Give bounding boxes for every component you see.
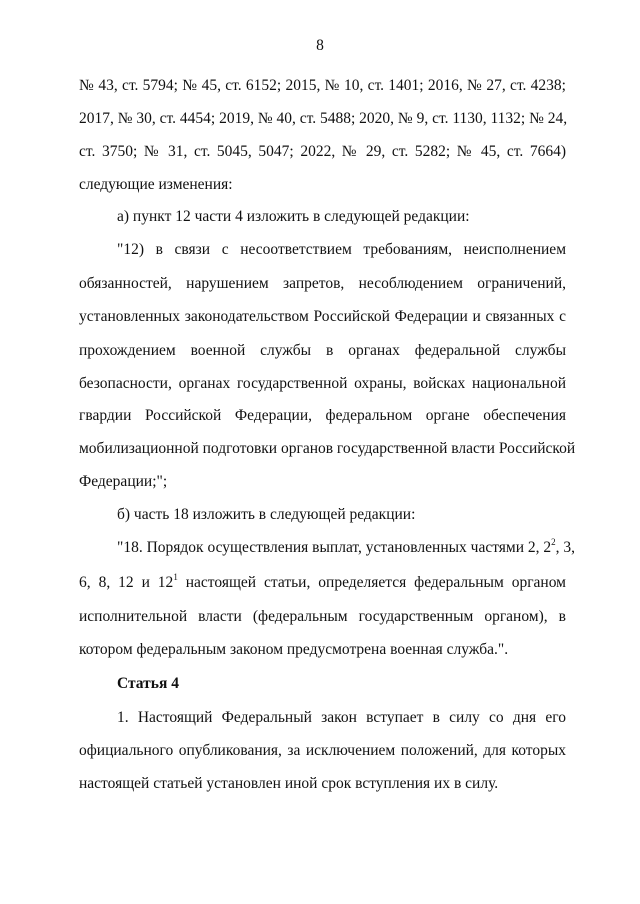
quote-18-line-2-head: 6, 8, 12 и 12 (79, 574, 174, 591)
quote-12-line-3: установленных законодательством Российской Федерации и связанных с (79, 308, 566, 325)
article-4-line-1: 1. Настоящий Федеральный закон вступает в силу со дня его (117, 709, 566, 726)
item-b-line: б) часть 18 изложить в следующей редакции: (117, 506, 416, 523)
item-a-line: а) пункт 12 части 4 изложить в следующей редакции: (117, 208, 470, 225)
quote-12-line-8: Федерации;"; (79, 473, 168, 490)
intro-line-3: ст. 3750; № 31, ст. 5045, 5047; 2022, № 29, ст. 5282; № 45, ст. 7664) (79, 143, 566, 160)
quote-12-line-1: "12) в связи с несоответствием требованиям, неисполнением (117, 241, 566, 258)
quote-18-line-1 (117, 537, 576, 558)
article-4-line-2: официального опубликования, за исключением положений, для которых (79, 742, 566, 759)
quote-12-line-2: обязанностей, нарушением запретов, несоблюдением ограничений, (79, 275, 566, 292)
superscript-1: 1 (173, 572, 178, 582)
quote-12-line-6: гвардии Российской Федерации, федеральном органе обеспечения (79, 407, 566, 424)
article-4-line-3: настоящей статьей установлен иной срок вступления их в силу. (79, 775, 499, 792)
quote-12-line-4: прохождением военной службы в органах федеральной службы (79, 342, 566, 359)
quote-18-line-4: котором федеральным законом предусмотрена военная служба.". (79, 641, 509, 658)
intro-line-1: № 43, ст. 5794; № 45, ст. 6152; 2015, № 10, ст. 1401; 2016, № 27, ст. 4238; (79, 77, 566, 94)
quote-18-line-1-tail: , 3, (555, 539, 576, 556)
quote-18-line-2 (79, 573, 566, 593)
quote-12-line-7: мобилизационной подготовки органов государственной власти Российской (79, 440, 576, 457)
quote-18-line-2-text: настоящей статьи, определяется федеральным органом (177, 574, 566, 591)
quote-12-line-5: безопасности, органах государственной охраны, войсках национальной (79, 375, 566, 392)
intro-line-2: 2017, № 30, ст. 4454; 2019, № 40, ст. 5488; 2020, № 9, ст. 1130, 1132; № 24, (79, 110, 568, 127)
superscript-2: 2 (551, 537, 556, 547)
quote-18-line-1-text: "18. Порядок осуществления выплат, установленных частями 2, 2 (117, 539, 552, 556)
article-4-heading: Статья 4 (117, 675, 179, 692)
page-number: 8 (316, 37, 324, 54)
quote-18-line-3: исполнительной власти (федеральным государственным органом), в (79, 608, 566, 625)
intro-line-4: следующие изменения: (79, 176, 233, 193)
